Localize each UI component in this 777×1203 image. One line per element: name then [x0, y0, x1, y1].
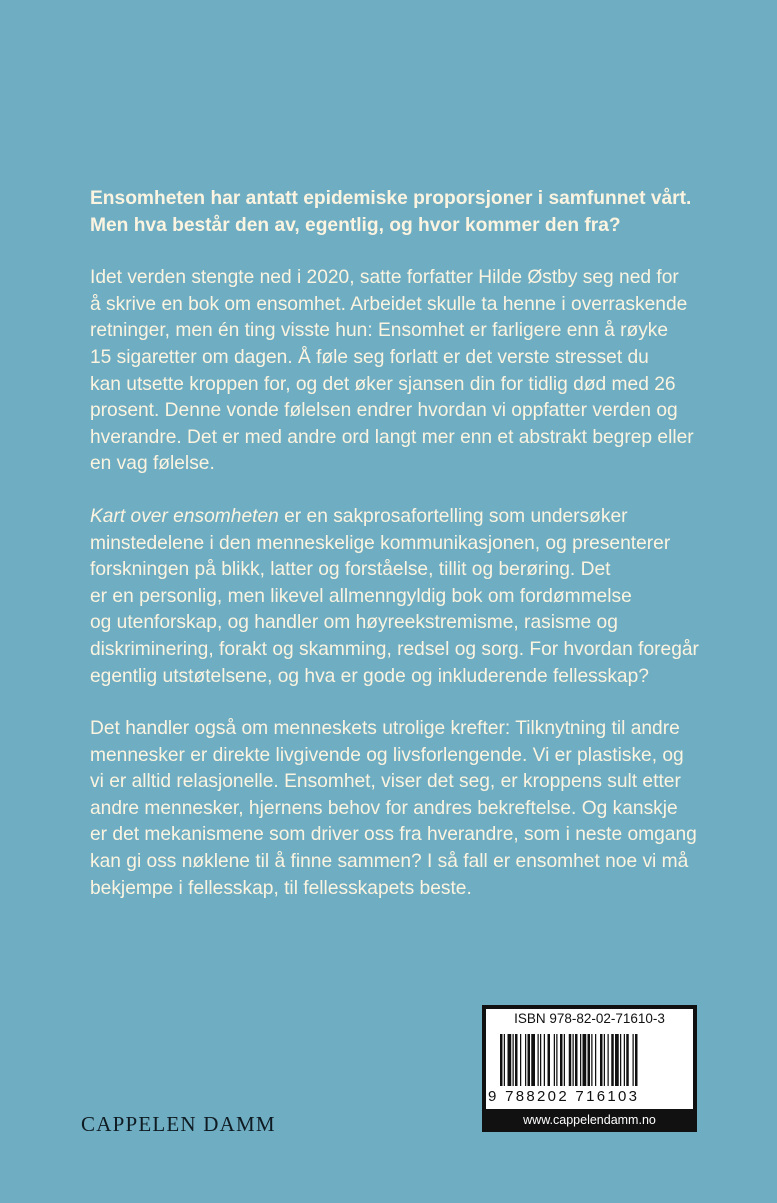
barcode-digits: 9 788202 716103: [488, 1088, 640, 1105]
publisher-url: www.cappelendamm.no: [523, 1113, 656, 1127]
back-cover-text: [90, 186, 730, 928]
paragraph-3: Det handler også om menneskets utrolige krefter: Tilknytning til andre mennesker er direkte livgivende og livsforlengende. Vi er plastiske, og vi er alltid relasjonelle. Ensomhet, viser det seg, er kroppens sult etter andre mennesker, hjernens behov for andres bekreftelse. Og kanskje er det mekanismene som driver oss fra hverandre, som i neste omgang kan gi oss nøklene til å finne sammen? I så fall er ensomhet noe vi må bekjempe i fellesskap, til fellesskapets beste.: [90, 718, 697, 899]
book-title: Kart over ensomheten: [90, 505, 279, 527]
paragraph-2-body: er en sakprosafortelling som undersøker minstedelene i den menneskelige kommunikasjonen, og presenterer forskningen på blikk, latter og forståelse, tillit og berøring. Det er en personlig, men likevel allmenngyldig bok om fordømmelse og utenforskap, og handler om høyreekstremisme, rasisme og diskriminering, forakt og skamming, redsel og sorg. For hvordan foregår egentlig utstøtelsene, og hva er gode og inkluderende fellesskap?: [90, 505, 699, 687]
paragraph-1: Idet verden stengte ned i 2020, satte forfatter Hilde Østby seg ned for å skrive en bok om ensomhet. Arbeidet skulle ta henne i overraskende retninger, men én ting visste hun: Ensomhet er farligere enn å røyke 15 sigaretter om dagen. Å føle seg forlatt er det verste stresset du kan utsette kroppen for, og det øker sjansen din for tidlig død med 26 prosent. Denne vonde følelsen endrer hvordan vi oppfatter verden og hverandre. Det er med andre ord langt mer enn et abstrakt begrep eller en vag følelse.: [90, 267, 694, 475]
barcode-bars-icon: [500, 1034, 680, 1086]
barcode-block: [482, 1005, 697, 1132]
isbn-number: ISBN 978-82-02-71610-3: [514, 1011, 665, 1026]
paragraph-2: [90, 504, 730, 690]
publisher-logo: CAPPELEN DAMM: [81, 1112, 276, 1136]
lead-paragraph: Ensomheten har antatt epidemiske proporsjoner i samfunnet vårt. Men hva består den av, egentlig, og hvor kommer den fra?: [90, 188, 692, 236]
barcode-label: [486, 1009, 693, 1109]
